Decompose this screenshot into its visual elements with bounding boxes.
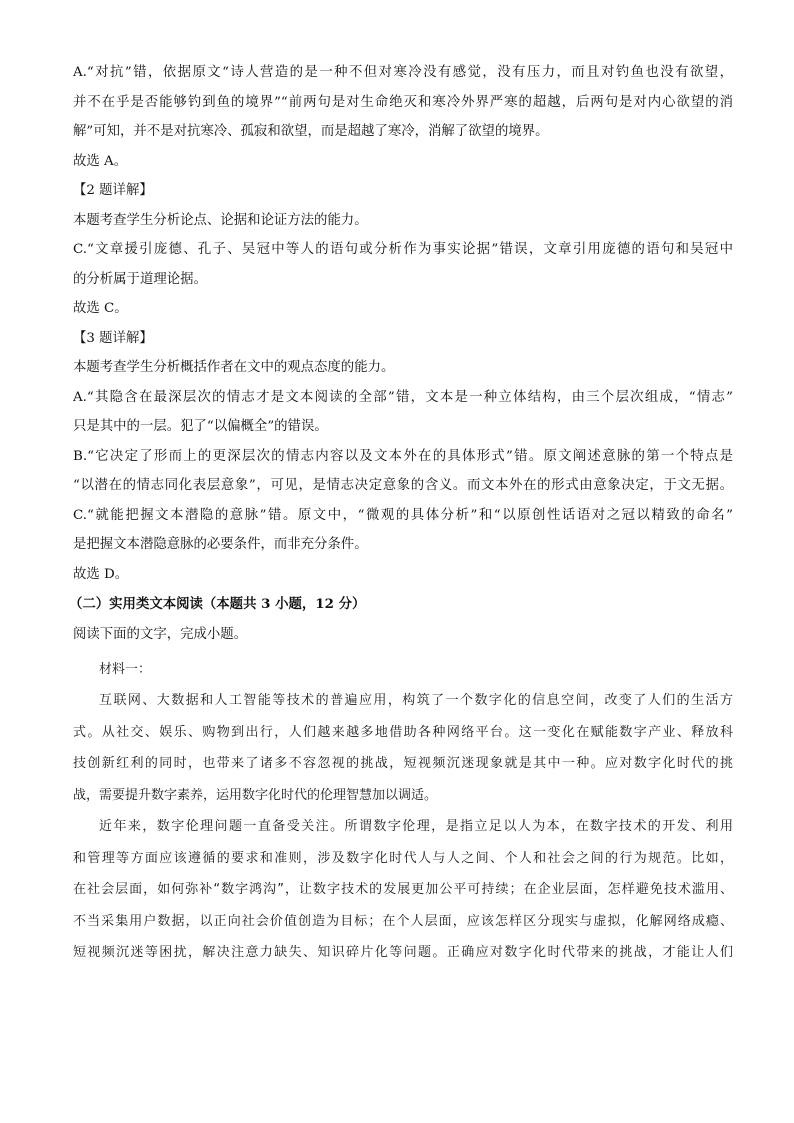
text-line: B.“它决定了形而上的更深层次的情志内容以及文本外在的具体形式”错。原文阐述意脉的第一个特点是 bbox=[73, 448, 733, 464]
text-line: 和管理等方面应该遵循的要求和准则，涉及数字化时代人与人之间、个人和社会之间的行为规范。比如， bbox=[73, 850, 733, 866]
material-paragraph-1 bbox=[73, 685, 733, 811]
section-title: （二）实用类文本阅读（本题共 3 小题，12 分） bbox=[69, 596, 366, 612]
text-line: 互联网、大数据和人工智能等技术的普遍应用，构筑了一个数字化的信息空间，改变了人们的生活方 bbox=[99, 693, 733, 708]
answer-choice-line: 故选 C。 bbox=[73, 301, 128, 316]
text-line: 不当采集用户数据，以正向社会价值创造为目标；在个人层面，应该怎样区分现实与虚拟，化解网络成瘾、 bbox=[73, 913, 733, 929]
text-line: C.“就能把握文本潜隐的意脉”错。原文中，“微观的具体分析”和“以原创性话语对之冠以精致的命名” bbox=[73, 507, 733, 523]
text-line: 技创新红利的同时，也带来了诸多不容忽视的挑战，短视频沉迷现象就是其中一种。应对数字化时代的挑 bbox=[73, 756, 733, 771]
text-line: 并不在乎是否能够钓到鱼的境界”“前两句是对生命绝灭和寒冷外界严寒的超越，后两句是对内心欲望的消 bbox=[73, 94, 733, 110]
text-line: 战，需要提升数字素养，运用数字化时代的伦理智慧加以调适。 bbox=[73, 787, 438, 803]
section-instruction: 阅读下面的文字，完成小题。 bbox=[73, 627, 248, 642]
text-line: A.“对抗”错，依据原文“诗人营造的是一种不但对寒冷没有感觉，没有压力，而且对钓鱼也没有欲望， bbox=[73, 65, 733, 80]
text-line: 在社会层面，如何弥补“数字鸿沟”，让数字技术的发展更加公平可持续；在企业层面，怎样避免技术滥用、 bbox=[73, 882, 733, 897]
text-line: 本题考查学生分析概括作者在文中的观点态度的能力。 bbox=[73, 360, 395, 375]
text-line: 近年来，数字伦理问题一直备受关注。所谓数字伦理，是指立足以人为本，在数字技术的开发、利用 bbox=[99, 819, 733, 834]
text-line: 的分析属于道理论据。 bbox=[73, 271, 207, 287]
question-heading: 【3 题详解】 bbox=[73, 330, 153, 346]
answer-choice-line: 故选 D。 bbox=[73, 566, 129, 582]
answer-q1-option-a bbox=[73, 58, 733, 176]
material-passage bbox=[73, 654, 733, 969]
text-line: “以潜在的情志同化表层意象”，可见，是情志决定意象的含义。而文本外在的形式由意象决定，于文无据。 bbox=[73, 478, 733, 493]
text-line: C.“文章援引庞德、孔子、吴冠中等人的语句或分析作为事实论据”错误，文章引用庞德的语句和吴冠中 bbox=[73, 242, 733, 257]
answer-q3 bbox=[73, 324, 733, 590]
material-heading: 材料一： bbox=[99, 661, 152, 677]
text-line: 式。从社交、娱乐、购物到出行，人们越来越多地借助各种网络平台。这一变化在赋能数字产业、释放科 bbox=[73, 724, 733, 740]
text-line: 本题考查学生分析论点、论据和论证方法的能力。 bbox=[73, 212, 368, 228]
text-line: 解”可知，并不是对抗寒冷、孤寂和欲望，而是超越了寒冷，消解了欲望的境界。 bbox=[73, 124, 549, 139]
text-line: 短视频沉迷等困扰，解决注意力缺失、知识碎片化等问题。正确应对数字化时代带来的挑战，才能让人们 bbox=[73, 945, 733, 960]
material-paragraph-2 bbox=[73, 811, 733, 969]
answer-q2 bbox=[73, 176, 733, 324]
answer-choice-line: 故选 A。 bbox=[73, 153, 128, 169]
text-line: 是把握文本潜隐意脉的必要条件，而非充分条件。 bbox=[73, 537, 368, 552]
document-page bbox=[69, 58, 733, 969]
text-line: A.“其隐含在最深层次的情志才是文本阅读的全部”错，文本是一种立体结构，由三个层次组成，“情志” bbox=[73, 389, 733, 405]
question-heading: 【2 题详解】 bbox=[73, 183, 153, 198]
text-line: 只是其中的一层。犯了“以偏概全”的错误。 bbox=[73, 419, 328, 434]
